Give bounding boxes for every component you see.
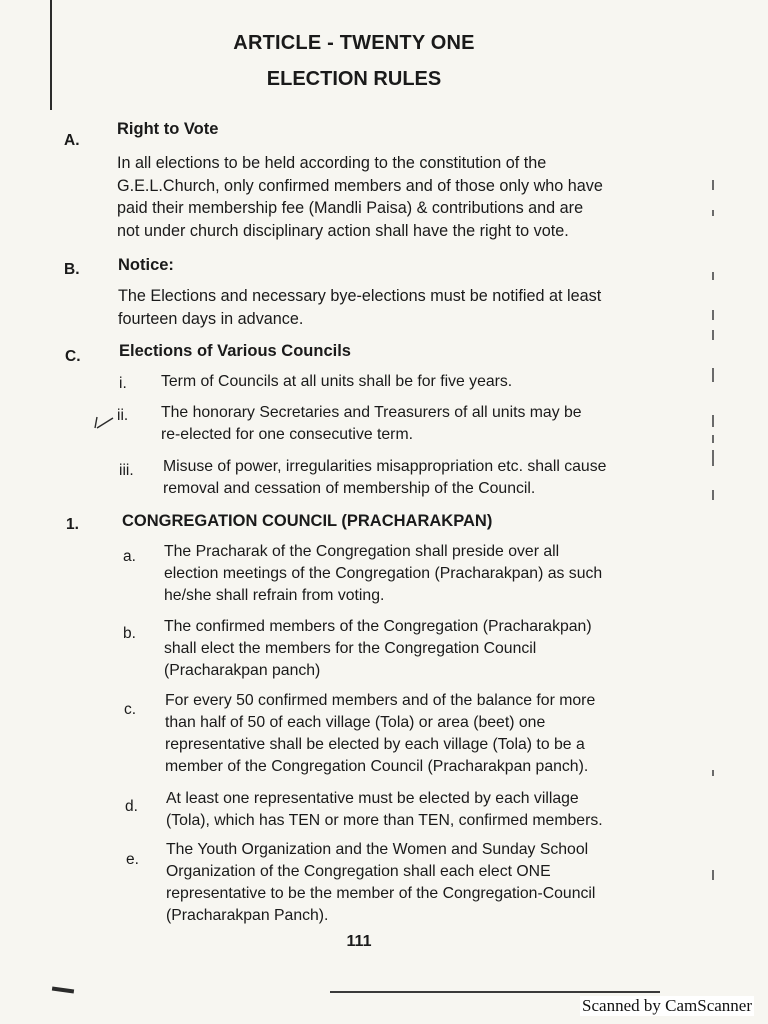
page-number: 111: [346, 933, 372, 950]
paragraph-line: In all elections to be held according to the constitution of the: [117, 154, 547, 172]
item-line: election meetings of the Congregation (Pracharakpan) as such: [164, 565, 603, 582]
section-1-marker: 1.: [66, 516, 79, 533]
item-d-marker: d.: [125, 798, 138, 815]
item-line: Organization of the Congregation shall each elect ONE: [166, 863, 551, 880]
item-d-text: [166, 788, 686, 832]
item-line: (Tola), which has TEN or more than TEN, confirmed members.: [166, 812, 603, 829]
camscanner-watermark: Scanned by CamScanner: [582, 996, 752, 1015]
item-line: The Youth Organization and the Women and Sunday School: [166, 841, 589, 858]
article-title: ARTICLE - TWENTY ONE: [233, 32, 475, 54]
paragraph-line: not under church disciplinary action shall have the right to vote.: [117, 221, 569, 240]
item-line: re-elected for one consecutive term.: [161, 426, 413, 443]
paragraph-line: fourteen days in advance.: [118, 309, 304, 328]
paragraph-line: paid their membership fee (Mandli Paisa) & contributions and are: [117, 199, 584, 217]
item-line: (Pracharakpan panch): [164, 662, 321, 679]
item-line: (Pracharakpan Panch).: [166, 907, 329, 924]
section-b-paragraph: [118, 285, 678, 330]
item-line: The honorary Secretaries and Treasurers of all units may be: [161, 404, 582, 421]
item-iii-marker: iii.: [119, 462, 134, 479]
item-e-marker: e.: [126, 851, 139, 868]
item-line: representative shall be elected by each village (Tola) to be a: [165, 736, 585, 753]
section-c-heading: Elections of Various Councils: [119, 342, 351, 360]
item-line: The confirmed members of the Congregation (Pracharakpan): [164, 618, 592, 635]
item-c-text: [165, 690, 685, 778]
item-line: representative to be the member of the Congregation-Council: [166, 885, 596, 902]
item-a-text: [164, 541, 684, 607]
item-line: For every 50 confirmed members and of the balance for more: [165, 692, 596, 709]
bottom-edge-line: [330, 991, 660, 993]
section-b-heading: Notice:: [118, 256, 174, 274]
paragraph-line: G.E.L.Church, only confirmed members and of those only who have: [117, 176, 603, 195]
section-a-marker: A.: [64, 132, 80, 149]
item-line: than half of 50 of each village (Tola) or area (beet) one: [165, 714, 546, 731]
item-e-text: [166, 839, 686, 927]
section-a-heading: Right to Vote: [117, 120, 219, 138]
item-line: removal and cessation of membership of the Council.: [163, 480, 536, 497]
item-i-text: [161, 371, 681, 393]
paragraph-line: The Elections and necessary bye-elections must be notified at least: [118, 287, 602, 305]
handwritten-tick-mark: [93, 414, 115, 430]
bottom-left-scan-mark: [52, 986, 74, 993]
section-c-marker: C.: [65, 348, 81, 365]
item-b-marker: b.: [123, 625, 136, 642]
item-line: shall elect the members for the Congregation Council: [164, 640, 537, 657]
right-edge-scan-marks: [712, 180, 720, 880]
item-ii-marker: ii.: [117, 407, 129, 424]
item-line: Term of Councils at all units shall be for five years.: [161, 373, 513, 390]
section-1-heading: CONGREGATION COUNCIL (PRACHARAKPAN): [122, 512, 493, 530]
item-line: At least one representative must be elected by each village: [166, 790, 579, 807]
section-a-paragraph: [117, 152, 677, 242]
item-line: The Pracharak of the Congregation shall preside over all: [164, 543, 560, 560]
item-line: member of the Congregation Council (Pracharakpan panch).: [165, 758, 589, 775]
item-i-marker: i.: [119, 375, 127, 392]
item-iii-text: [163, 456, 683, 500]
item-line: Misuse of power, irregularities misappropriation etc. shall cause: [163, 458, 607, 475]
article-subtitle: ELECTION RULES: [266, 68, 442, 90]
item-line: he/she shall refrain from voting.: [164, 587, 385, 604]
item-b-text: [164, 616, 684, 682]
item-ii-text: [161, 402, 681, 446]
binding-edge-line: [50, 0, 52, 110]
item-c-marker: c.: [124, 701, 137, 718]
item-a-marker: a.: [123, 548, 136, 565]
section-b-marker: B.: [64, 261, 80, 278]
